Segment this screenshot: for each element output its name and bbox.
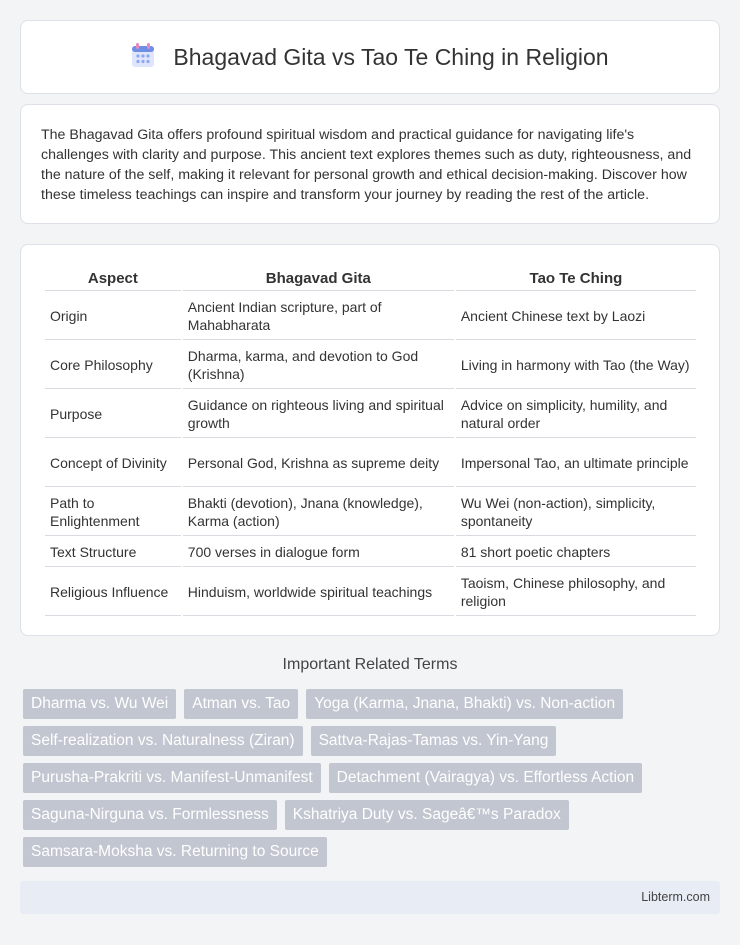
table-cell: Concept of Divinity: [45, 440, 181, 487]
table-row: [45, 538, 696, 567]
table-header-row: [45, 267, 696, 291]
table-cell: Core Philosophy: [45, 342, 181, 389]
table-cell: Wu Wei (non-action), simplicity, spontaneity: [456, 489, 696, 536]
footer: [20, 881, 720, 914]
table-cell: Ancient Chinese text by Laozi: [456, 293, 696, 340]
table-cell: Ancient Indian scripture, part of Mahabharata: [183, 293, 454, 340]
table-cell: Path to Enlightenment: [45, 489, 181, 536]
table-cell: Living in harmony with Tao (the Way): [456, 342, 696, 389]
table-cell: Guidance on righteous living and spiritual growth: [183, 391, 454, 438]
column-header: Tao Te Ching: [456, 267, 696, 291]
intro-paragraph: The Bhagavad Gita offers profound spiritual wisdom and practical guidance for navigating life's challenges with clarity and purpose. This ancient text explores themes such as duty, righteousness, and the nature of the self, making it relevant for personal growth and ethical decision-making. Discover how these timeless teachings can inspire and transform your journey by reading the rest of the article.: [41, 127, 692, 203]
term-tag[interactable]: Dharma vs. Wu Wei: [23, 689, 176, 719]
term-tag[interactable]: Saguna-Nirguna vs. Formlessness: [23, 800, 277, 830]
term-tag[interactable]: Sattva-Rajas-Tamas vs. Yin-Yang: [311, 726, 557, 756]
table-cell: Taoism, Chinese philosophy, and religion: [456, 569, 696, 616]
column-header: Aspect: [45, 267, 181, 291]
term-tag[interactable]: Samsara-Moksha vs. Returning to Source: [23, 837, 327, 867]
table-cell: Purpose: [45, 391, 181, 438]
table-row: [45, 293, 696, 340]
term-tag[interactable]: Self-realization vs. Naturalness (Ziran): [23, 726, 303, 756]
table-cell: Impersonal Tao, an ultimate principle: [456, 440, 696, 487]
table-cell: Dharma, karma, and devotion to God (Krishna): [183, 342, 454, 389]
page-title: Bhagavad Gita vs Tao Te Ching in Religion: [173, 43, 609, 70]
table-cell: Text Structure: [45, 538, 181, 567]
table-row: [45, 342, 696, 389]
term-tag[interactable]: Kshatriya Duty vs. Sageâ€™s Paradox: [285, 800, 569, 830]
term-tag[interactable]: Detachment (Vairagya) vs. Effortless Action: [329, 763, 643, 793]
related-terms-heading: Important Related Terms: [282, 656, 458, 673]
table-row: [45, 440, 696, 487]
calendar-grid-icon: [131, 42, 155, 73]
table-cell: Religious Influence: [45, 569, 181, 616]
term-tag[interactable]: Purusha-Prakriti vs. Manifest-Unmanifest: [23, 763, 321, 793]
term-tag[interactable]: Yoga (Karma, Jnana, Bhakti) vs. Non-action: [306, 689, 623, 719]
table-cell: 81 short poetic chapters: [456, 538, 696, 567]
table-cell: Advice on simplicity, humility, and natural order: [456, 391, 696, 438]
footer-brand-link[interactable]: Libterm.com: [641, 890, 710, 904]
table-row: [45, 489, 696, 536]
intro-card: [20, 104, 720, 224]
table-cell: Bhakti (devotion), Jnana (knowledge), Karma (action): [183, 489, 454, 536]
term-tag[interactable]: Atman vs. Tao: [184, 689, 298, 719]
comparison-table: [43, 265, 698, 618]
table-cell: 700 verses in dialogue form: [183, 538, 454, 567]
related-terms-list: [23, 689, 723, 867]
table-row: [45, 391, 696, 438]
header-card: [20, 20, 720, 94]
column-header: Bhagavad Gita: [183, 267, 454, 291]
table-cell: Hinduism, worldwide spiritual teachings: [183, 569, 454, 616]
comparison-table-card: [20, 244, 720, 636]
table-row: [45, 569, 696, 616]
table-cell: Personal God, Krishna as supreme deity: [183, 440, 454, 487]
table-cell: Origin: [45, 293, 181, 340]
